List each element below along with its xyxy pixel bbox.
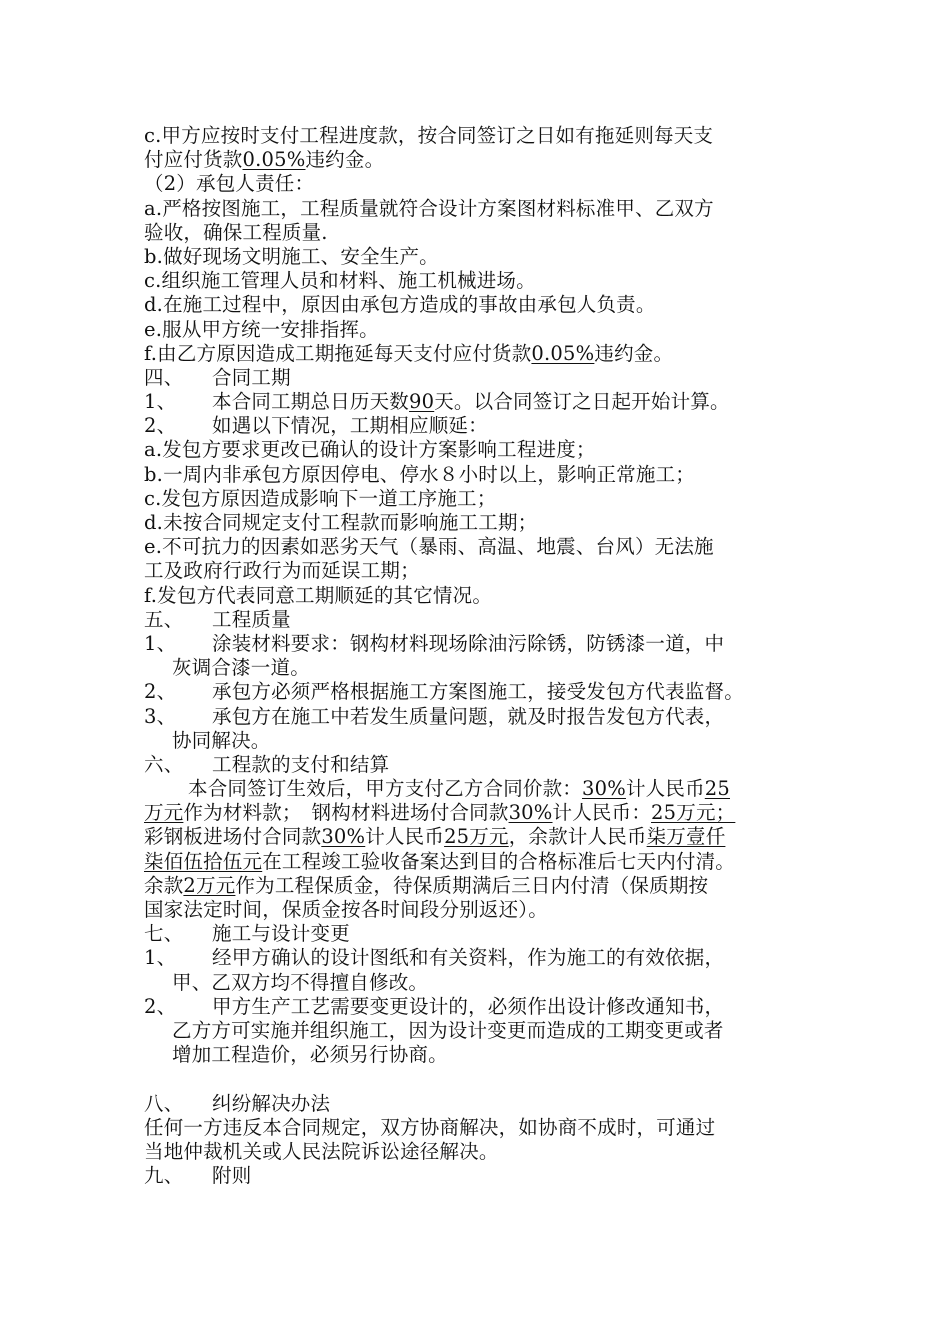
text-line: c.甲方应按时支付工程进度款，按合同签订之日如有拖延则每天支: [144, 124, 714, 147]
contract-body: [144, 124, 824, 1188]
payment-text: 本合同签订生效后，甲方支付乙方合同价款：30%计人民币25: [188, 777, 730, 801]
text-line: a.发包方要求更改已确认的设计方案影响工程进度；: [144, 438, 596, 462]
payment-text: 彩钢板进场付合同款30%计人民币25万元，余款计人民币柒万壹仟: [144, 825, 726, 849]
section-heading: 七、 施工与设计变更: [144, 922, 350, 946]
list-item: 1、 本合同工期总日历天数90天。以合同签订之日起开始计算。: [144, 390, 730, 414]
text-line: f.由乙方原因造成工期拖延每天支付应付货款0.05%违约金。: [144, 341, 674, 365]
text-line: c.组织施工管理人员和材料、施工机械进场。: [144, 269, 536, 293]
text-line: 验收，确保工程质量.: [144, 220, 328, 244]
text-line: f.发包方代表同意工期顺延的其它情况。: [144, 583, 493, 607]
text-line: d.在施工过程中，原因由承包方造成的事故由承包人负责。: [144, 293, 656, 317]
text-line: 任何一方违反本合同规定，双方协商解决，如协商不成时，可通过: [144, 1115, 716, 1139]
text-line: b.一周内非承包方原因停电、停水８小时以上，影响正常施工；: [144, 462, 695, 486]
section-heading: 八、 纠纷解决办法: [144, 1091, 331, 1115]
text-line: 付应付货款0.05%违约金。: [144, 148, 385, 172]
list-item: 2、 承包方必须严格根据施工方案图施工，接受发包方代表监督。: [144, 680, 744, 704]
payment-text: 余款2万元作为工程保质金，待保质期满后三日内付清（保质期按: [144, 873, 709, 897]
list-item: 1、 涂装材料要求：钢构材料现场除油污除锈，防锈漆一道，中: [144, 631, 725, 655]
list-item-continuation: 增加工程造价，必须另行协商。: [172, 1043, 448, 1067]
section-heading: 九、 附则: [144, 1164, 252, 1188]
text-line: c.发包方原因造成影响下一道工序施工；: [144, 486, 497, 510]
payment-text: 万元作为材料款； 钢构材料进场付合同款30%计人民币：25万元；: [144, 801, 736, 825]
list-item-continuation: 甲、乙双方均不得擅自修改。: [172, 970, 429, 994]
spacer: [144, 1067, 824, 1091]
payment-text: 柒佰伍拾伍元在工程竣工验收备案达到目的合格标准后七天内付清。: [144, 849, 736, 873]
text-line: a.严格按图施工，工程质量就符合设计方案图材料标准甲、乙双方: [144, 196, 714, 220]
section-heading: 六、 工程款的支付和结算: [144, 752, 390, 776]
text-line: b.做好现场文明施工、安全生产。: [144, 244, 439, 268]
list-item: 2、 甲方生产工艺需要变更设计的，必须作出设计修改通知书，: [144, 994, 725, 1018]
text-line: d.未按合同规定支付工程款而影响施工工期；: [144, 511, 538, 534]
list-item: 2、 如遇以下情况，工期相应顺延：: [144, 414, 488, 438]
text-line: e.服从甲方统一安排指挥。: [144, 317, 379, 341]
section-heading: 四、 合同工期: [144, 365, 291, 389]
list-item-continuation: 灰调合漆一道。: [172, 656, 310, 680]
list-item: 1、 经甲方确认的设计图纸和有关资料，作为施工的有效依据，: [144, 946, 725, 970]
list-item: 3、 承包方在施工中若发生质量问题，就及时报告发包方代表，: [144, 704, 725, 728]
text-line: 工及政府行政行为而延误工期；: [144, 559, 420, 583]
list-item-continuation: 乙方方可实施并组织施工，因为设计变更而造成的工期变更或者: [172, 1018, 724, 1042]
list-item-continuation: 协同解决。: [172, 728, 271, 752]
text-line: 当地仲裁机关或人民法院诉讼途径解决。: [144, 1139, 499, 1163]
subsection-heading: （2）承包人责任：: [144, 172, 315, 196]
payment-text: 国家法定时间，保质金按各时间段分别返还）。: [144, 898, 548, 921]
text-line: e.不可抗力的因素如恶劣天气（暴雨、高温、地震、台风）无法施: [144, 535, 714, 559]
section-heading: 五、 工程质量: [144, 607, 291, 631]
